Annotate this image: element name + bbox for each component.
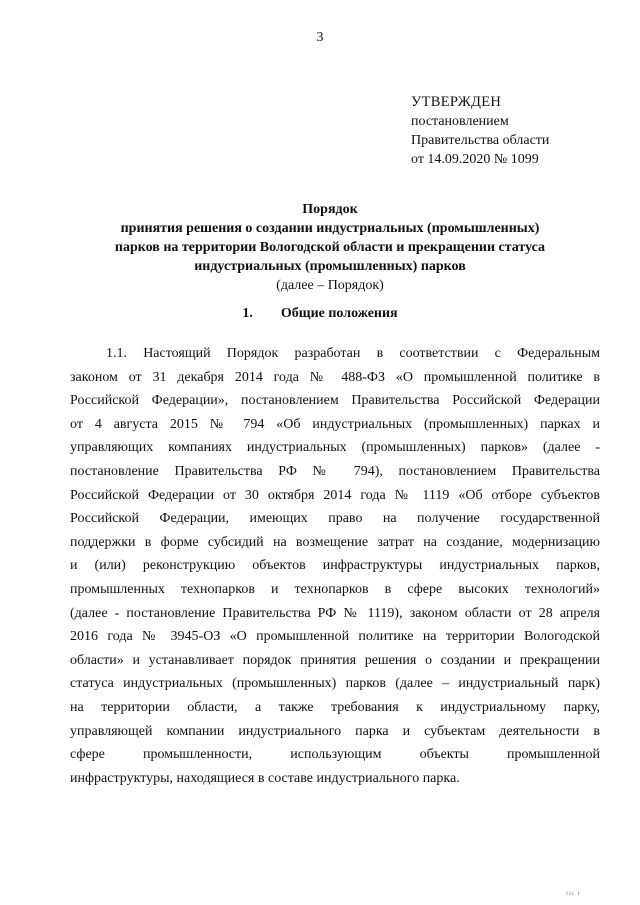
paragraph-line: сфере промышленности, использующим объекты промышленной [70,747,600,763]
paragraph-line: от 4 августа 2015 № 794 «Об индустриальных (промышленных) парках и [70,416,600,432]
title-line: индустриальных (промышленных) парков [194,259,466,274]
paragraph-line: Российской Федерации», постановлением Правительства Российской Федерации [70,393,600,409]
paragraph-line: управляющей компании индустриального парка и субъектам деятельности в [70,723,600,739]
approval-line: Правительства области [411,133,550,148]
paragraph-line: (далее - постановление Правительства РФ № 1119), законом области от 28 апреля [70,605,600,621]
paragraph-line: и (или) реконструкцию объектов инфраструктуры индустриальных парков, [70,558,600,574]
approval-heading: УТВЕРЖДЕН [411,94,502,110]
approval-block [411,93,549,169]
page-number: 3 [316,30,324,45]
section-number: 1. [242,306,253,321]
paragraph-line: законом от 31 декабря 2014 года № 488-ФЗ «О промышленной политике в [70,369,600,385]
paragraph-line: статуса индустриальных (промышленных) парков (далее – индустриальный парк) [70,676,600,692]
title-line: парков на территории Вологодской области и прекращении статуса [114,240,546,255]
document-title [60,200,600,295]
title-line: Порядок [302,202,358,217]
section-title: Общие положения [280,306,398,321]
paragraph-line: области» и устанавливает порядок принятия решения о создании и прекращении [70,652,600,668]
title-note: (далее – Порядок) [276,278,384,293]
paragraph-line: промышленных технопарков и технопарков в сфере высоких технологий» [70,581,600,597]
paragraph-line: Российской Федерации, имеющих право на получение государственной [70,511,600,527]
approval-line: постановлением [411,114,509,129]
section-heading [0,306,640,322]
paragraph-1-1 [70,342,600,790]
paragraph-line: Российской Федерации от 30 октября 2014 года № 1119 «Об отборе субъектов [70,487,600,503]
paragraph-line: на территории области, а также требования к индустриальному парку, [70,699,600,715]
paragraph-line: постановление Правительства РФ № 794), постановлением Правительства [70,463,600,479]
paragraph-line: 1.1. Настоящий Порядок разработан в соответствии с Федеральным [106,346,600,361]
title-line: принятия решения о создании индустриальных (промышленных) [120,221,540,236]
paragraph-line: инфраструктуры, находящиеся в составе индустриального парка. [70,770,460,786]
paragraph-line: управляющих компаниях индустриальных (промышленных) парков» (далее - [70,440,600,456]
approval-date-line: от 14.09.2020 № 1099 [411,152,539,167]
footer-mark: ııı ı [566,889,581,897]
paragraph-line: поддержки в форме субсидий на возмещение затрат на создание, модернизацию [70,534,600,550]
paragraph-line: 2016 года № 3945-ОЗ «О промышленной политике на территории Вологодской [70,629,600,645]
